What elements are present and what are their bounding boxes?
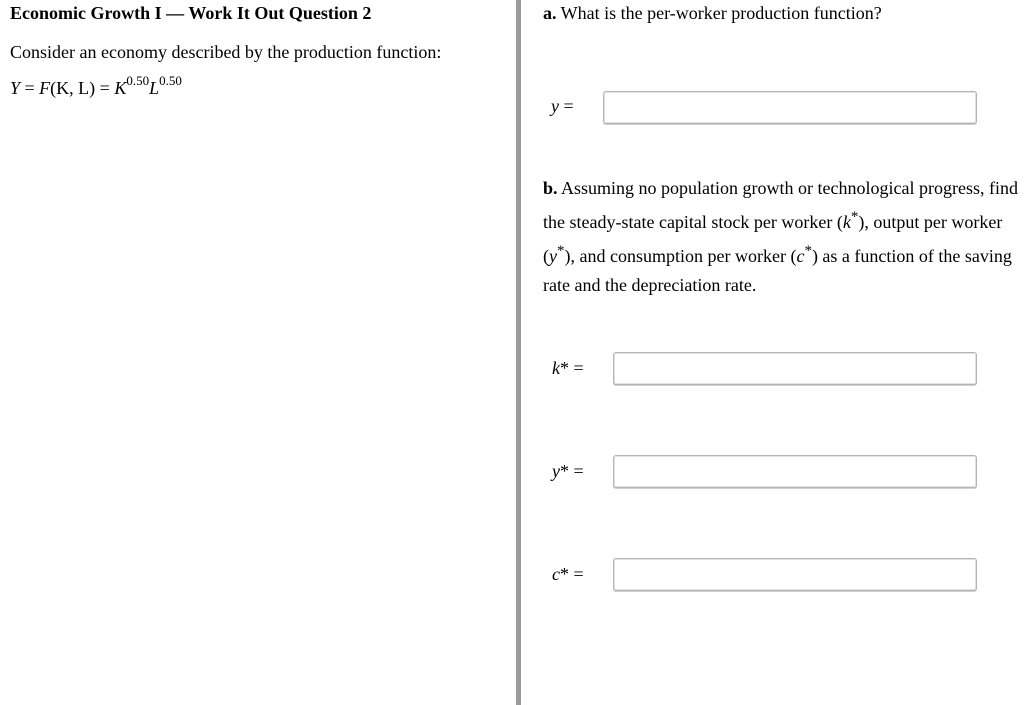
part-b-text-1: Assuming no population growth or technological progress, find the steady-state capital stock per worker ( (543, 178, 1018, 232)
part-a-question (543, 3, 882, 24)
part-b-y-var: y (549, 246, 557, 266)
equation-equals-1: = (20, 78, 40, 98)
part-b-text-4: ) as a function of the saving rate and the depreciation rate. (543, 246, 1012, 295)
c-star-answer-input[interactable] (613, 558, 977, 591)
equation-k-exponent: 0.50 (126, 73, 150, 88)
part-b-label: b. (543, 178, 558, 198)
part-b-c-star: * (804, 243, 812, 259)
part-a-label: a. (543, 3, 557, 23)
question-intro: Consider an economy described by the production function: (10, 42, 442, 62)
part-b-y-star: * (557, 243, 565, 259)
production-function (10, 73, 182, 99)
c-star-answer-label (552, 564, 584, 585)
equation-l: L (149, 78, 160, 98)
y-star-answer-input[interactable] (613, 455, 977, 488)
equation-l-exponent: 0.50 (159, 73, 182, 88)
answer-pane (521, 0, 1024, 705)
question-title: Economic Growth I — Work It Out Question 2 (10, 3, 372, 23)
y-answer-label (551, 96, 574, 117)
k-star-answer-input[interactable] (613, 352, 977, 385)
k-star-var: k (552, 358, 560, 378)
equation-lhs: Y (10, 78, 21, 98)
y-answer-input[interactable] (603, 91, 977, 124)
y-answer-eq: = (559, 96, 574, 116)
y-star-suffix: * = (560, 461, 584, 481)
part-b-c-var: c (796, 246, 805, 266)
c-star-suffix: * = (560, 564, 584, 584)
y-star-var: y (552, 461, 560, 481)
part-b-text-2: ), output per worker ( (543, 212, 1003, 266)
equation-k: K (114, 78, 127, 98)
part-b-question (543, 174, 1021, 300)
y-star-answer-label (552, 461, 584, 482)
equation-func: F (39, 78, 51, 98)
part-b-k-var: k (842, 212, 851, 232)
equation-args: (K, L) (50, 78, 96, 98)
part-b-text-3: ), and consumption per worker ( (564, 246, 797, 266)
equation-equals-2: = (95, 78, 115, 98)
c-star-var: c (552, 564, 560, 584)
k-star-answer-label (552, 358, 584, 379)
part-b-k-star: * (850, 209, 859, 225)
part-a-text: What is the per-worker production function? (556, 3, 882, 23)
y-answer-var: y (551, 96, 559, 116)
k-star-suffix: * = (560, 358, 584, 378)
